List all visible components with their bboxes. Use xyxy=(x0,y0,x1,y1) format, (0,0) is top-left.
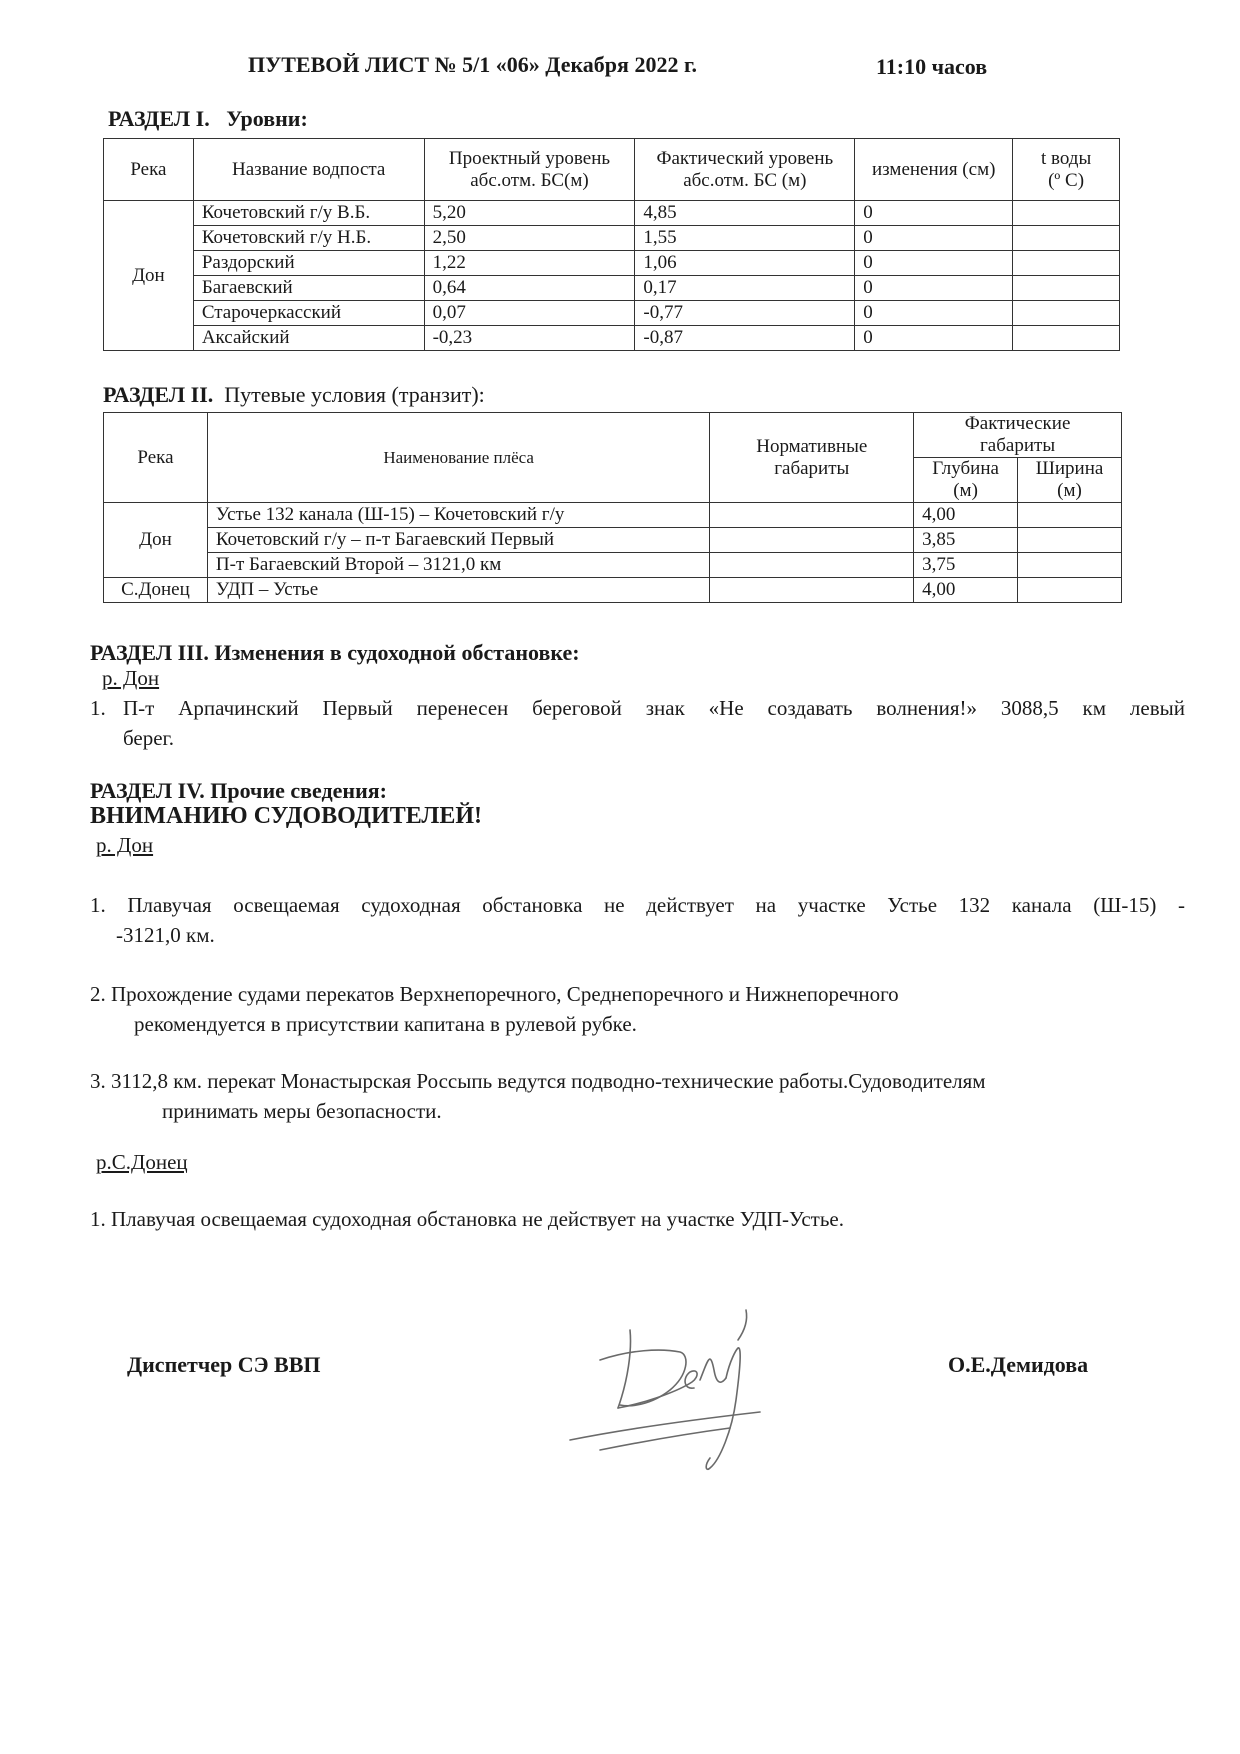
norm-cell xyxy=(710,553,914,578)
temp-cell xyxy=(1013,326,1120,351)
table-row xyxy=(104,251,1120,276)
reach-cell: Устье 132 канала (Ш-15) – Кочетовский г/у xyxy=(207,503,709,528)
col-fact xyxy=(914,413,1122,458)
section1-title xyxy=(108,106,308,132)
width-cell xyxy=(1018,553,1122,578)
depth-cell: 4,00 xyxy=(914,503,1018,528)
reach-cell: УДП – Устье xyxy=(207,578,709,603)
river-cell: С.Донец xyxy=(104,578,208,603)
depth-cell: 3,75 xyxy=(914,553,1018,578)
norm-cell xyxy=(710,503,914,528)
levels-table xyxy=(103,138,1120,351)
reach-cell: П-т Багаевский Второй – 3121,0 км xyxy=(207,553,709,578)
section4-item2 xyxy=(90,979,1185,1039)
col-temp xyxy=(1013,139,1120,201)
col-change: изменения (см) xyxy=(855,139,1013,201)
change-cell: 0 xyxy=(855,251,1013,276)
col-width-line2: (м) xyxy=(1057,480,1082,501)
design-cell: 5,20 xyxy=(424,201,635,226)
section4-item3 xyxy=(90,1066,1185,1126)
col-norm xyxy=(710,413,914,503)
col-design-line2: абс.отм. БС(м) xyxy=(470,169,589,191)
change-cell: 0 xyxy=(855,276,1013,301)
section4-item2-line2: рекомендуется в присутствии капитана в рулевой рубке. xyxy=(134,1012,637,1036)
table-row xyxy=(104,226,1120,251)
change-cell: 0 xyxy=(855,326,1013,351)
col-temp-line2: (º С) xyxy=(1048,169,1085,191)
table-row xyxy=(104,276,1120,301)
signature-stroke xyxy=(600,1350,686,1406)
actual-cell: 1,06 xyxy=(635,251,855,276)
change-cell: 0 xyxy=(855,226,1013,251)
col-actual-line2: абс.отм. БС (м) xyxy=(683,169,807,191)
post-cell: Аксайский xyxy=(193,326,424,351)
post-cell: Кочетовский г/у Н.Б. xyxy=(193,226,424,251)
dispatcher-title: Диспетчер СЭ ВВП xyxy=(127,1352,321,1377)
col-actual-level xyxy=(635,139,855,201)
section1-title-label: РАЗДЕЛ I. xyxy=(108,106,210,131)
section2-title-label: РАЗДЕЛ II. xyxy=(103,382,214,407)
section4-item3-line2: принимать меры безопасности. xyxy=(162,1099,442,1123)
section4-item1-line1: 1. Плавучая освещаемая судоходная обстановка не действует на участке Устье 132 канала (Ш-15) - xyxy=(90,893,1185,917)
section4-river1: р. Дон xyxy=(96,833,154,857)
change-cell: 0 xyxy=(855,301,1013,326)
section3-item1-line1: П-т Арпачинский Первый перенесен береговой знак «Не создавать волнения!» 3088,5 км левый xyxy=(123,696,1185,720)
col-design-level xyxy=(424,139,635,201)
section2-title xyxy=(103,382,485,408)
col-width-line1: Ширина xyxy=(1035,458,1104,479)
section4-item4-line1: 1. Плавучая освещаемая судоходная обстановка не действует на участке УДП-Устье. xyxy=(90,1207,844,1231)
depth-cell: 3,85 xyxy=(914,528,1018,553)
document-title: ПУТЕВОЙ ЛИСТ № 5/1 «06» Декабря 2022 г. xyxy=(248,52,697,77)
col-design-line1: Проектный уровень xyxy=(448,147,611,169)
transit-table xyxy=(103,412,1122,603)
actual-cell: 1,55 xyxy=(635,226,855,251)
actual-cell: -0,77 xyxy=(635,301,855,326)
signature-image xyxy=(560,1290,810,1480)
signature-stroke xyxy=(700,1359,726,1382)
col-depth-line2: (м) xyxy=(953,480,978,501)
document-time: 11:10 часов xyxy=(876,54,988,79)
section4-item3-line1: 3. 3112,8 км. перекат Монастырская Россыпь ведутся подводно-технические работы.Судоводителям xyxy=(90,1069,986,1093)
temp-cell xyxy=(1013,301,1120,326)
section3-item1-number: 1. xyxy=(90,696,106,720)
section4-item1-line2: -3121,0 км. xyxy=(116,923,215,947)
section2-title-text: Путевые условия (транзит): xyxy=(224,382,485,407)
post-cell: Раздорский xyxy=(193,251,424,276)
temp-cell xyxy=(1013,201,1120,226)
signature-stroke xyxy=(738,1310,747,1340)
col-river: Река xyxy=(104,413,208,503)
col-temp-line1: t воды xyxy=(1040,147,1092,169)
design-cell: 0,07 xyxy=(424,301,635,326)
table-row xyxy=(104,553,1122,578)
temp-cell xyxy=(1013,226,1120,251)
table-row xyxy=(104,503,1122,528)
design-cell: 0,64 xyxy=(424,276,635,301)
section3-river: р. Дон xyxy=(102,666,160,690)
table-row xyxy=(104,201,1120,226)
signature-stroke xyxy=(570,1412,760,1440)
post-cell: Старочеркасский xyxy=(193,301,424,326)
width-cell xyxy=(1018,503,1122,528)
temp-cell xyxy=(1013,276,1120,301)
table-row xyxy=(104,301,1120,326)
section3-title: РАЗДЕЛ III. Изменения в судоходной обстановке: xyxy=(90,640,580,665)
signature-stroke xyxy=(618,1371,697,1408)
dispatcher-name: О.Е.Демидова xyxy=(948,1352,1089,1377)
section4-item2-line1: 2. Прохождение судами перекатов Верхнепоречного, Среднепоречного и Нижнепоречного xyxy=(90,982,899,1006)
norm-cell xyxy=(710,528,914,553)
col-reach: Наименование плёса xyxy=(207,413,709,503)
section4-river2: р.С.Донец xyxy=(96,1150,188,1174)
levels-header-row xyxy=(104,139,1120,201)
section1-title-text: Уровни: xyxy=(226,106,308,131)
section4-item1 xyxy=(90,890,1185,950)
col-fact-line1: Фактические xyxy=(964,413,1071,434)
actual-cell: 0,17 xyxy=(635,276,855,301)
col-norm-line2: габариты xyxy=(774,457,850,479)
col-actual-line1: Фактический уровень xyxy=(656,147,834,169)
col-fact-line2: габариты xyxy=(980,435,1056,456)
signature-stroke xyxy=(618,1330,631,1408)
width-cell xyxy=(1018,578,1122,603)
section4-title: РАЗДЕЛ IV. Прочие сведения: xyxy=(90,778,387,803)
depth-cell: 4,00 xyxy=(914,578,1018,603)
col-river: Река xyxy=(104,139,194,201)
norm-cell xyxy=(710,578,914,603)
design-cell: -0,23 xyxy=(424,326,635,351)
actual-cell: -0,87 xyxy=(635,326,855,351)
col-post: Название водпоста xyxy=(193,139,424,201)
design-cell: 1,22 xyxy=(424,251,635,276)
table-row xyxy=(104,578,1122,603)
reach-cell: Кочетовский г/у – п-т Багаевский Первый xyxy=(207,528,709,553)
change-cell: 0 xyxy=(855,201,1013,226)
post-cell: Багаевский xyxy=(193,276,424,301)
temp-cell xyxy=(1013,251,1120,276)
post-cell: Кочетовский г/у В.Б. xyxy=(193,201,424,226)
river-cell: Дон xyxy=(104,503,208,578)
signature-stroke xyxy=(706,1348,740,1469)
width-cell xyxy=(1018,528,1122,553)
section3-item1 xyxy=(90,693,1185,753)
attention-heading: ВНИМАНИЮ СУДОВОДИТЕЛЕЙ! xyxy=(90,803,482,829)
section4-item4 xyxy=(90,1204,1185,1234)
col-depth-line1: Глубина xyxy=(932,458,999,479)
col-width xyxy=(1018,458,1122,503)
table-row xyxy=(104,326,1120,351)
design-cell: 2,50 xyxy=(424,226,635,251)
river-cell: Дон xyxy=(104,201,194,351)
actual-cell: 4,85 xyxy=(635,201,855,226)
col-norm-line1: Нормативные xyxy=(756,435,868,457)
col-depth xyxy=(914,458,1018,503)
table-row xyxy=(104,528,1122,553)
section3-item1-line2: берег. xyxy=(123,726,175,750)
transit-header-row xyxy=(104,413,1122,458)
section3-item1-line1-row xyxy=(90,693,1185,723)
